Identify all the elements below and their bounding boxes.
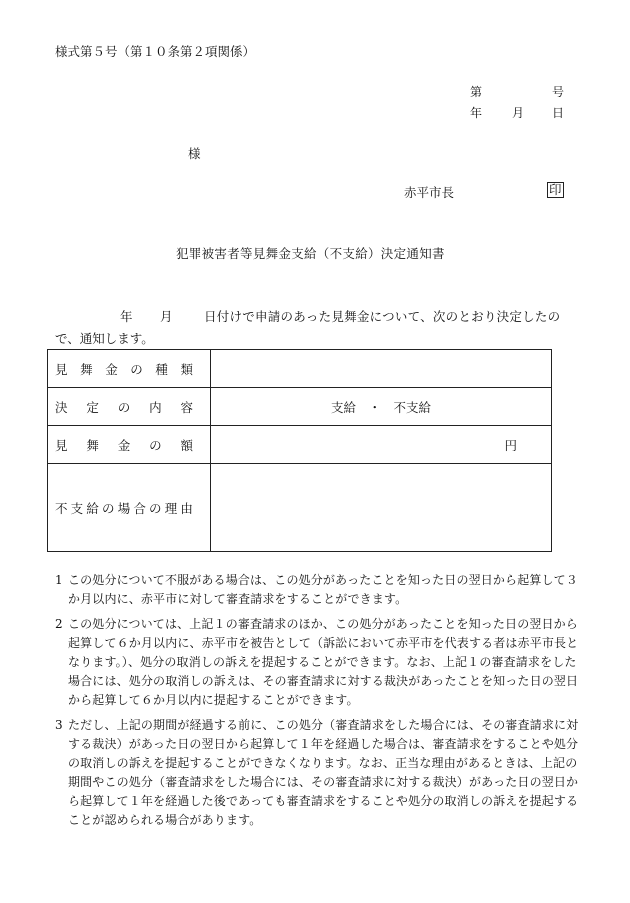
table-row-type bbox=[48, 350, 552, 388]
note-text: この処分については、上記１の審査請求のほか、この処分があったことを知った日の翌日から起算して６か月以内に、赤平市を被告として（訴訟において赤平市を代表する者は赤平市長となります。）、処分の取消しの訴えを提起することができます。なお、上記１の審査請求をした場合には、処分の取消しの訴えは、その審査請求に対する裁決があったことを知った日の翌日から起算して６か月以内に提起することができます。 bbox=[68, 617, 579, 707]
date-day-label: 日 bbox=[552, 106, 565, 120]
document-title: 犯罪被害者等見舞金支給（不支給）決定通知書 bbox=[176, 246, 445, 261]
date-year-label: 年 bbox=[470, 106, 483, 120]
row-value-decision: 支給 ・ 不支給 bbox=[211, 388, 552, 426]
row-value-type bbox=[211, 350, 552, 388]
note-item bbox=[55, 571, 583, 609]
note-text: ただし、上記の期間が経過する前に、この処分（審査請求をした場合には、その審査請求に対する裁決）があった日の翌日から起算して１年を経過した場合は、審査請求をすることや処分の取消しの訴えを提起することができなくなります。なお、正当な理由があるときは、上記の期間やこの処分（審査請求をした場合には、その審査請求に対する裁決）があった日の翌日から起算して１年を経過した後であっても審査請求をすることや処分の取消しの訴えを提起することが認められる場合があります。 bbox=[68, 718, 579, 827]
note-number: 3 bbox=[55, 718, 63, 732]
row-value-amount-unit: 円 bbox=[211, 426, 552, 464]
row-label-type: 見 舞 金 の 種 類 bbox=[55, 361, 193, 377]
row-value-reason bbox=[211, 464, 552, 552]
row-label-reason: 不 支 給 の 場 合 の 理 由 bbox=[55, 500, 193, 516]
body-text-line2: で、通知します。 bbox=[55, 331, 154, 346]
seal-mark bbox=[547, 182, 564, 198]
seal-label: 印 bbox=[549, 182, 562, 197]
note-number: 2 bbox=[55, 617, 63, 631]
issuer-title: 赤平市長 bbox=[404, 185, 455, 200]
document-number-suffix: 号 bbox=[552, 85, 565, 99]
addressee-suffix: 様 bbox=[188, 146, 201, 161]
note-item bbox=[55, 716, 583, 830]
row-label-amount: 見 舞 金 の 額 bbox=[55, 437, 193, 453]
notes-list bbox=[55, 571, 583, 836]
table-row-decision bbox=[48, 388, 552, 426]
note-item bbox=[55, 615, 583, 710]
date-month-label: 月 bbox=[512, 106, 525, 120]
row-label-decision: 決 定 の 内 容 bbox=[55, 399, 193, 415]
note-text: この処分について不服がある場合は、この処分があったことを知った日の翌日から起算して３か月以内に、赤平市に対して審査請求をすることができます。 bbox=[68, 573, 578, 606]
body-year-label: 年 bbox=[120, 309, 133, 324]
body-month-label: 月 bbox=[160, 309, 173, 324]
body-text-line1: 日付けで申請のあった見舞金について、次のとおり決定したの bbox=[204, 309, 561, 324]
decision-table bbox=[47, 349, 552, 552]
form-number: 様式第５号（第１０条第２項関係） bbox=[55, 44, 256, 59]
table-row-amount bbox=[48, 426, 552, 464]
note-number: 1 bbox=[55, 573, 63, 587]
document-number-prefix: 第 bbox=[470, 85, 483, 99]
table-row-reason bbox=[48, 464, 552, 552]
